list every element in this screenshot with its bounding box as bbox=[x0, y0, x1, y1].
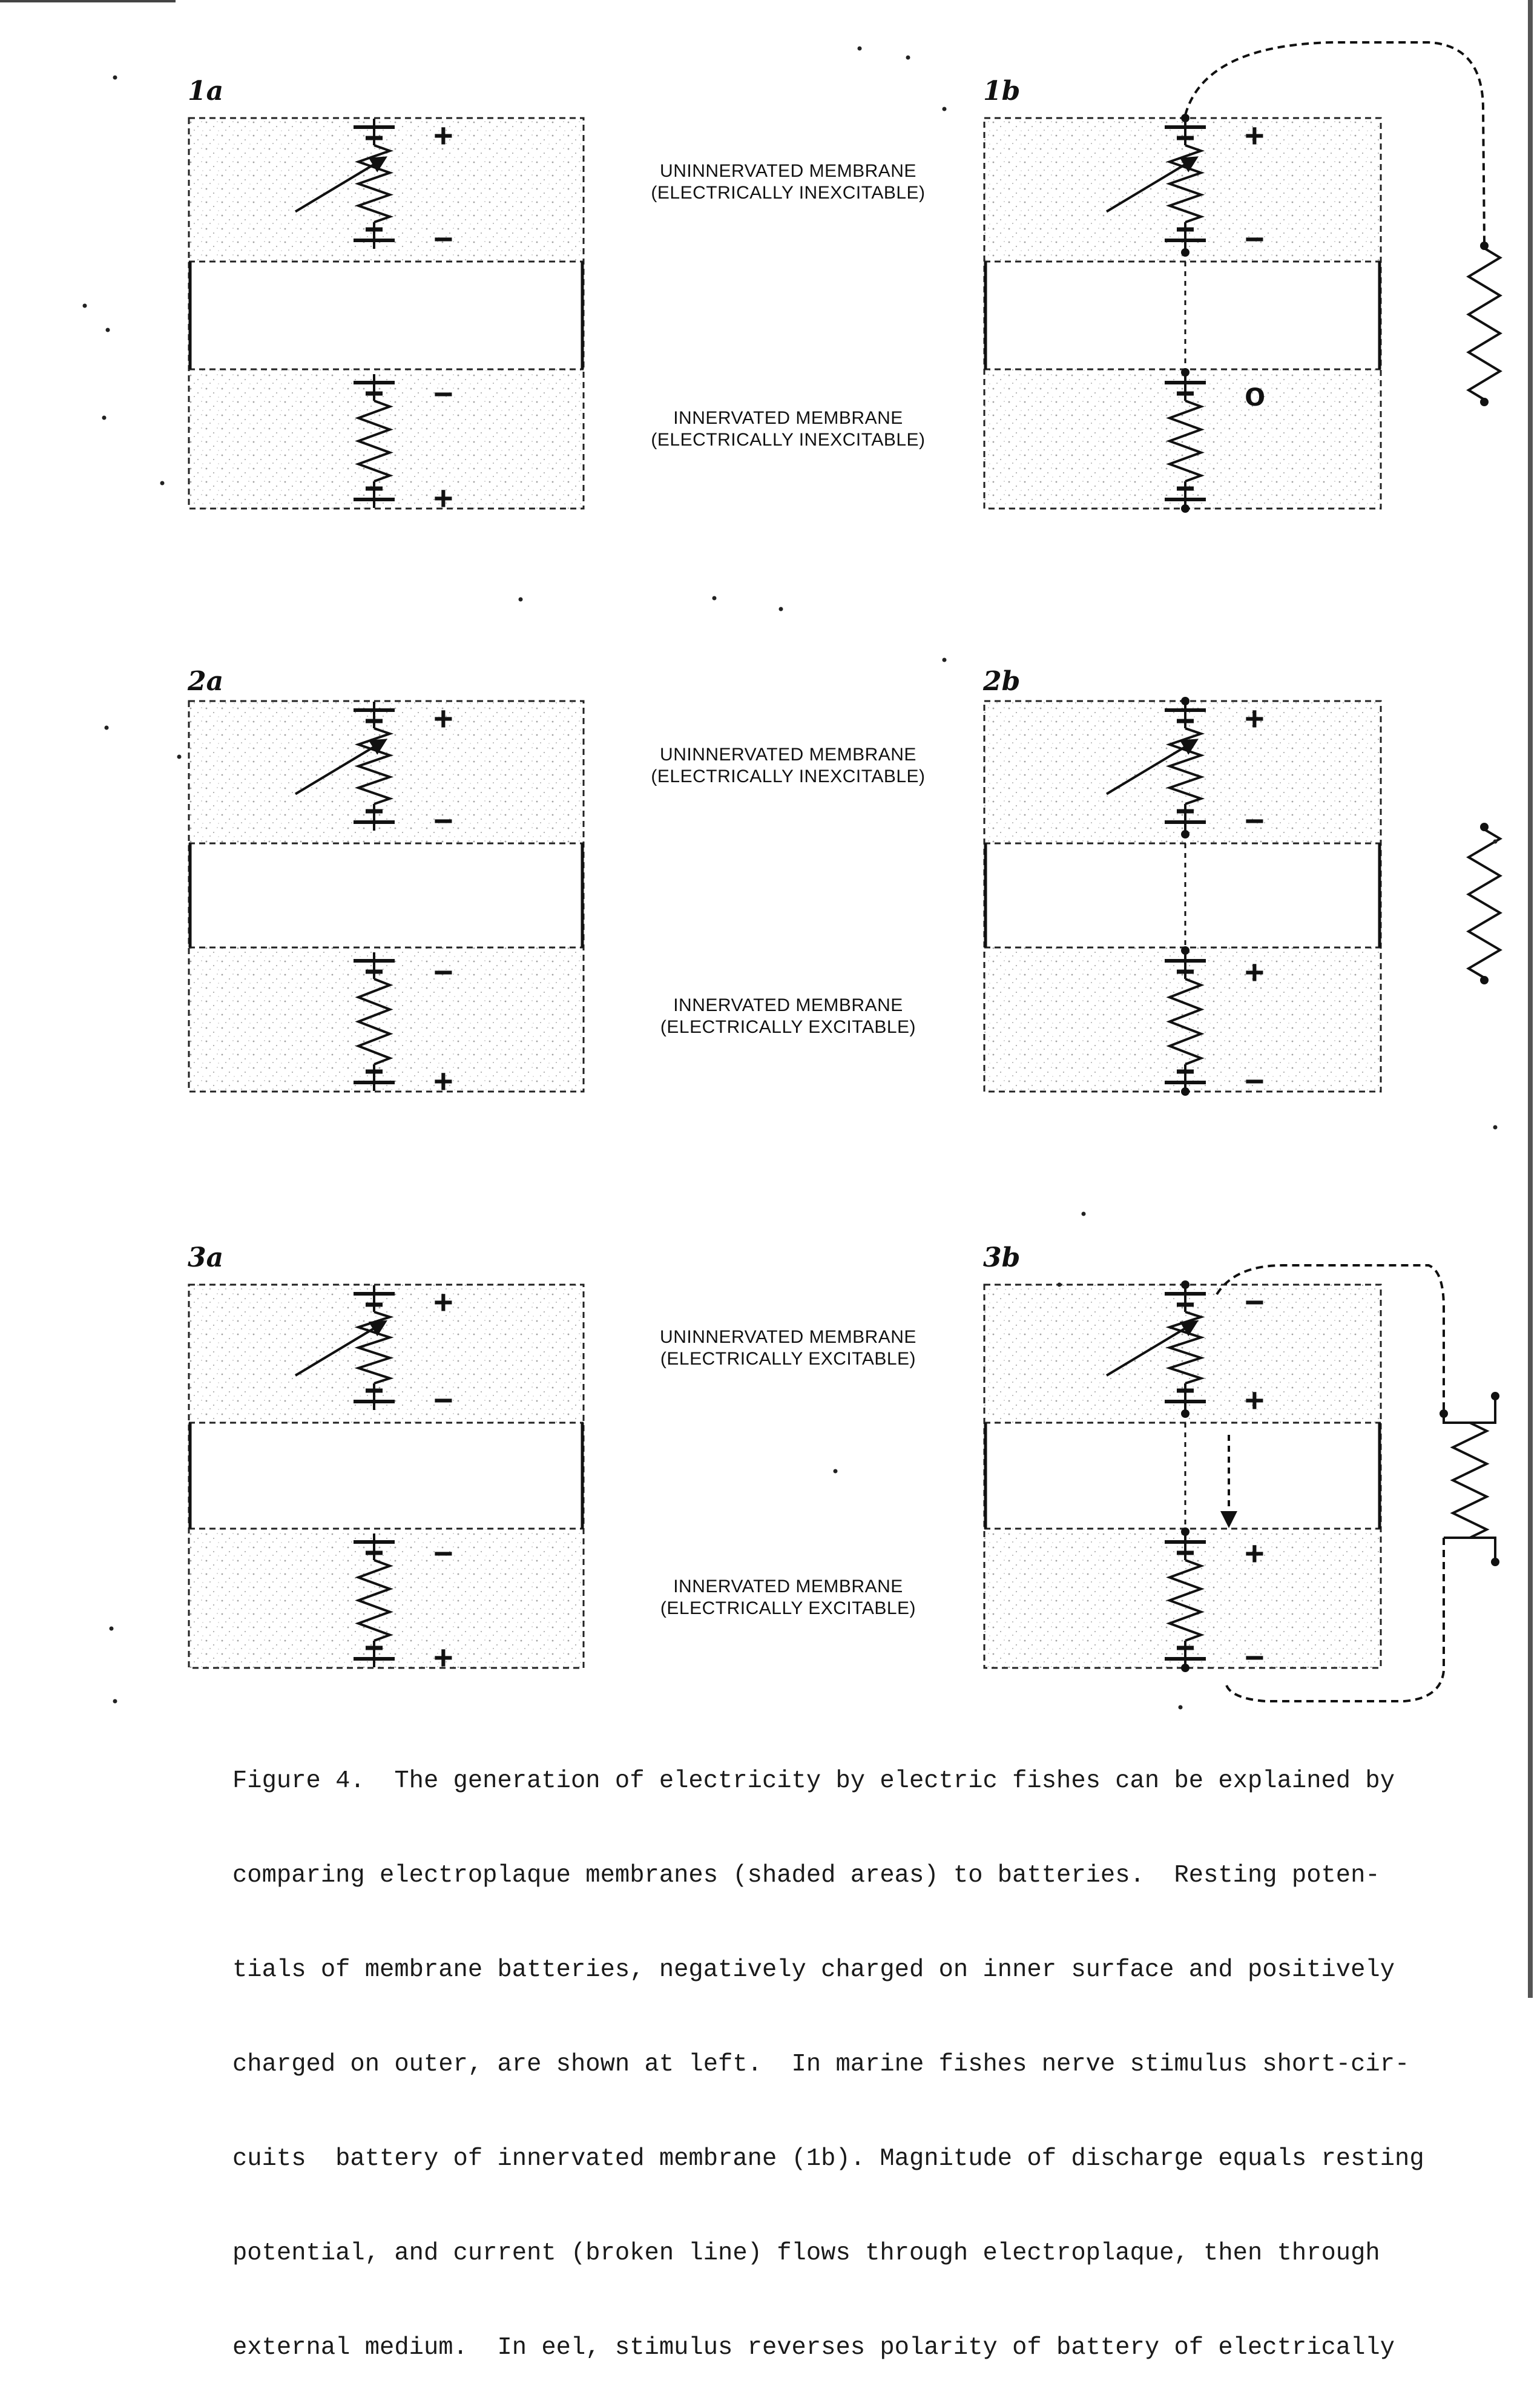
terminal-dot bbox=[1440, 1409, 1448, 1418]
polarity-sign: + bbox=[433, 1062, 453, 1100]
scan-speck bbox=[943, 658, 947, 662]
caption-line: cuits battery of innervated membrane (1b). Magnitude of discharge equals resting bbox=[232, 2145, 1424, 2173]
caption-line: comparing electroplaque membranes (shaded areas) to batteries. Resting poten- bbox=[232, 1862, 1380, 1889]
polarity-sign: − bbox=[433, 1534, 453, 1572]
external-resistor bbox=[1469, 248, 1500, 400]
caption-line: external medium. In eel, stimulus reverses polarity of battery of electrically bbox=[232, 2334, 1395, 2362]
panel-label: 3a bbox=[188, 1242, 224, 1273]
polarity-sign: − bbox=[433, 220, 453, 258]
scan-speck bbox=[712, 596, 717, 601]
membrane-label bbox=[660, 995, 916, 1037]
external-resistor bbox=[1469, 829, 1500, 978]
caption-line: potential, and current (broken line) flows through electroplaque, then through bbox=[232, 2239, 1380, 2267]
panel-2a bbox=[187, 666, 584, 1100]
membrane-label-line2: (ELECTRICALLY EXCITABLE) bbox=[660, 1017, 916, 1037]
scan-speck bbox=[834, 1469, 838, 1474]
polarity-sign: + bbox=[433, 479, 453, 517]
polarity-sign: o bbox=[1245, 375, 1266, 413]
scan-speck bbox=[519, 598, 523, 602]
polarity-sign: + bbox=[1245, 1534, 1265, 1572]
caption-line: charged on outer, are shown at left. In marine fishes nerve stimulus short-cir- bbox=[232, 2051, 1410, 2078]
innervated-membrane-area bbox=[189, 369, 584, 509]
panel-2b bbox=[982, 666, 1381, 1100]
caption-line: tials of membrane batteries, negatively charged on inner surface and positively bbox=[232, 1956, 1395, 1984]
membrane-label-line1: UNINNERVATED MEMBRANE bbox=[660, 161, 916, 181]
membrane-label-line1: INNERVATED MEMBRANE bbox=[673, 1576, 903, 1596]
polarity-sign: − bbox=[1245, 1283, 1265, 1321]
scan-speck bbox=[906, 56, 910, 60]
membrane-label bbox=[660, 1327, 916, 1369]
polarity-sign: − bbox=[433, 375, 453, 413]
junction-dot bbox=[1181, 830, 1190, 838]
junction-dot bbox=[1181, 1280, 1190, 1289]
scan-speck bbox=[106, 328, 110, 332]
scan-speck bbox=[113, 1699, 117, 1704]
polarity-sign: + bbox=[433, 1283, 453, 1321]
polarity-sign: + bbox=[1245, 1381, 1265, 1419]
polarity-sign: − bbox=[1245, 1062, 1265, 1100]
polarity-sign: + bbox=[433, 1638, 453, 1676]
membrane-label-line2: (ELECTRICALLY EXCITABLE) bbox=[660, 1598, 916, 1618]
membrane-label bbox=[651, 745, 925, 786]
scan-speck bbox=[943, 107, 947, 111]
membrane-label-line1: INNERVATED MEMBRANE bbox=[673, 995, 903, 1015]
external-lead bbox=[1444, 1398, 1495, 1423]
caption-line: Figure 4. The generation of electricity by electric fishes can be explained by bbox=[232, 1767, 1395, 1795]
scan-speck bbox=[858, 47, 862, 51]
external-lead bbox=[1444, 1538, 1495, 1559]
polarity-sign: − bbox=[433, 953, 453, 991]
panel-label: 3b bbox=[983, 1242, 1021, 1273]
polarity-sign: − bbox=[1245, 1638, 1265, 1676]
junction-dot bbox=[1181, 1527, 1190, 1536]
scan-speck bbox=[1493, 1125, 1498, 1130]
scan-speck bbox=[160, 481, 165, 486]
panel-3a bbox=[188, 1242, 584, 1676]
junction-dot bbox=[1181, 114, 1190, 122]
polarity-sign: − bbox=[433, 802, 453, 840]
junction-dot bbox=[1181, 946, 1190, 955]
junction-dot bbox=[1181, 248, 1190, 257]
terminal-dot bbox=[1480, 398, 1489, 406]
terminal-dot bbox=[1480, 242, 1489, 250]
polarity-sign: − bbox=[1245, 220, 1265, 258]
polarity-sign: + bbox=[1245, 699, 1265, 737]
junction-dot bbox=[1181, 504, 1190, 513]
external-circuit-2b bbox=[1469, 823, 1500, 984]
innervated-membrane-area bbox=[189, 1529, 584, 1668]
terminal-dot bbox=[1480, 976, 1489, 984]
polarity-sign: − bbox=[433, 1381, 453, 1419]
terminal-dot bbox=[1480, 823, 1489, 831]
scan-speck bbox=[102, 416, 107, 420]
membrane-label-line1: UNINNERVATED MEMBRANE bbox=[660, 1327, 916, 1347]
panel-label: 2b bbox=[983, 666, 1021, 697]
membrane-label bbox=[651, 408, 925, 450]
figure-caption bbox=[232, 1702, 1492, 2395]
junction-dot bbox=[1181, 1664, 1190, 1672]
junction-dot bbox=[1181, 697, 1190, 705]
junction-dot bbox=[1181, 368, 1190, 377]
membrane-label-line2: (ELECTRICALLY INEXCITABLE) bbox=[651, 430, 926, 450]
scan-speck bbox=[83, 304, 87, 308]
panel-label: 1a bbox=[188, 76, 224, 107]
membrane-label bbox=[651, 161, 925, 203]
scan-speck bbox=[1493, 840, 1498, 844]
panel-1b bbox=[983, 76, 1381, 513]
terminal-dot bbox=[1491, 1392, 1499, 1400]
membrane-label-line2: (ELECTRICALLY INEXCITABLE) bbox=[651, 766, 926, 786]
external-resistor bbox=[1453, 1423, 1487, 1538]
polarity-sign: + bbox=[1245, 116, 1265, 154]
scan-speck bbox=[113, 76, 117, 80]
polarity-sign: + bbox=[433, 116, 453, 154]
polarity-sign: − bbox=[1245, 802, 1265, 840]
panel-1a bbox=[188, 76, 584, 517]
membrane-labels-group bbox=[651, 161, 925, 1618]
membrane-label bbox=[660, 1576, 916, 1618]
scan-speck bbox=[105, 726, 109, 730]
innervated-membrane-area bbox=[189, 947, 584, 1092]
polarity-sign: + bbox=[1245, 953, 1265, 991]
junction-dot bbox=[1181, 1409, 1190, 1418]
membrane-label-line1: INNERVATED MEMBRANE bbox=[673, 408, 903, 428]
scan-speck bbox=[779, 607, 783, 611]
membrane-label-line1: UNINNERVATED MEMBRANE bbox=[660, 745, 916, 765]
external-circuits-group bbox=[83, 42, 1501, 1710]
scan-speck bbox=[177, 755, 182, 759]
polarity-sign: + bbox=[433, 699, 453, 737]
scan-speck bbox=[110, 1627, 114, 1631]
panel-3b bbox=[983, 1242, 1381, 1676]
junction-dot bbox=[1181, 1087, 1190, 1096]
membrane-label-line2: (ELECTRICALLY EXCITABLE) bbox=[660, 1349, 916, 1369]
scan-speck bbox=[1058, 1283, 1062, 1287]
panels-group bbox=[187, 76, 1381, 1676]
panel-label: 2a bbox=[188, 666, 224, 697]
membrane-label-line2: (ELECTRICALLY INEXCITABLE) bbox=[651, 183, 926, 203]
terminal-dot bbox=[1491, 1558, 1499, 1566]
panel-label: 1b bbox=[983, 76, 1021, 107]
scan-speck bbox=[1082, 1212, 1086, 1216]
